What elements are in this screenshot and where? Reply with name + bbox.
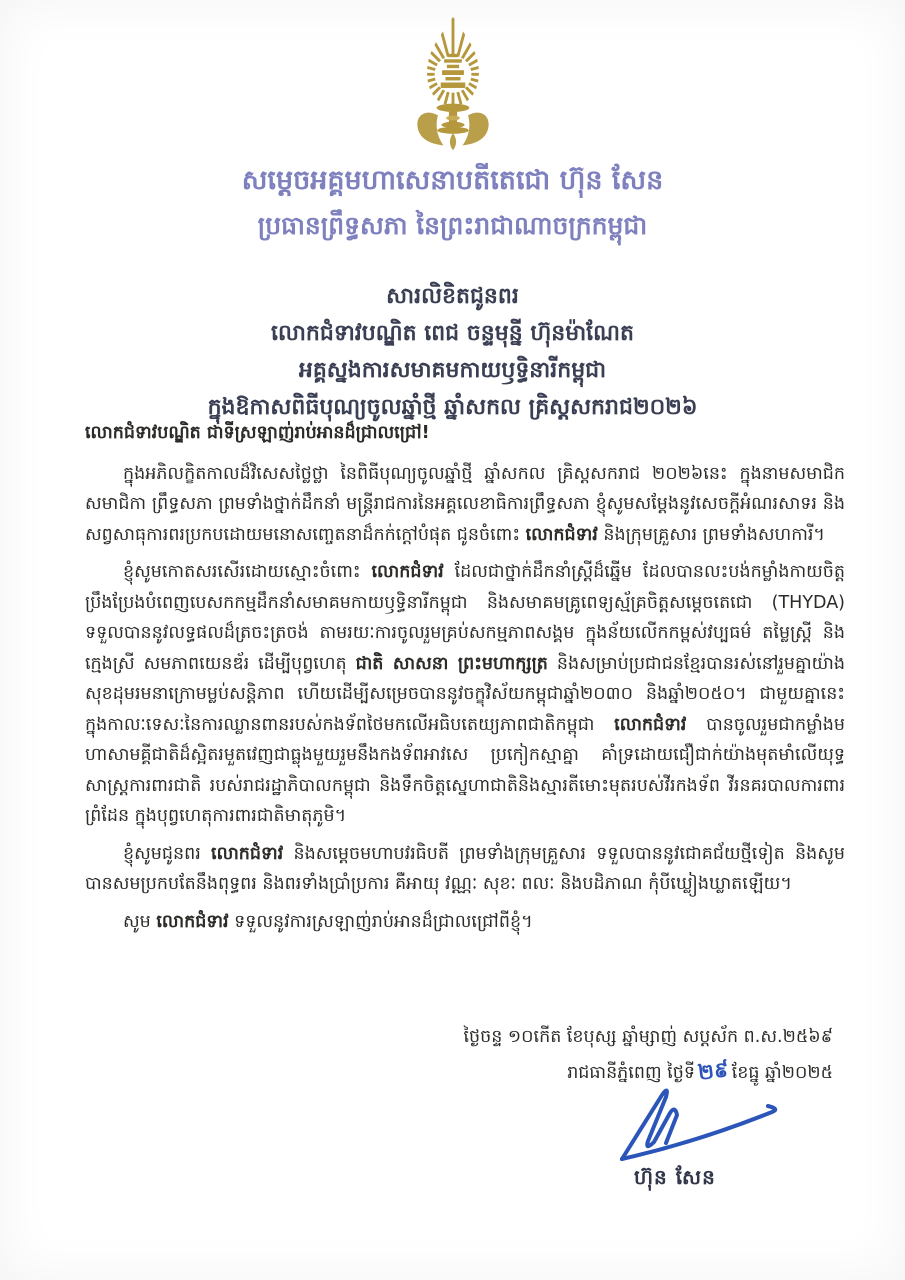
letter-title-line-2: លោកជំទាវបណ្ឌិត ពេជ ចន្ទមុន្នី ហ៊ុនម៉ាណែត: [271, 321, 634, 346]
royal-emblem: [412, 14, 494, 155]
paragraph-1: ក្នុងអភិលក្ខិតកាលដ៏វិសេសថ្លៃថ្លា នៃពិធីបុណ្យចូលឆ្នាំថ្មី ឆ្នាំសកល គ្រិស្តសករាជ ២០២៦នេះ ក្នុងនាមសមាជិក សមាជិកា ព្រឹទ្ធសភា ព្រមទាំងថ្នាក់ដឹកនាំ មន្ត្រីរាជការនៃអគ្គលេខាធិការព្រឹទ្ធសភា ខ្ញុំសូមសម្តែងនូវសេចក្តីអំណរសាទរ និងសព្វសាធុការពរប្រកបដោយមនោសញ្ចេតនាដ៏កក់ក្តៅបំផុត ជូនចំពោះ លោកជំទាវ និងក្រុមគ្រួសារ ព្រមទាំងសហការី។: [85, 463, 845, 545]
letter-title-line-1: សារលិខិតជូនពរ: [386, 284, 519, 309]
date-suffix: ខែធ្នូ ឆ្នាំ២០២៥: [731, 1063, 833, 1083]
date-prefix: រាជធានីភ្នំពេញ ថ្ងៃទី: [567, 1063, 695, 1083]
letter-body: [85, 418, 845, 944]
paragraph-3: ខ្ញុំសូមជូនពរ លោកជំទាវ និងសម្តេចមហាបវរធិបតី ព្រមទាំងក្រុមគ្រួសារ ទទួលបាននូវជោគជ័យថ្មីទៀត និងសូមបានសមប្រកបតែនឹងពុទ្ធពរ និងពរទាំងប្រាំប្រការ គឺអាយុ វណ្ណៈ សុខៈ ពលៈ និងបដិភាណ កុំបីឃ្លៀងឃ្លាតឡើយ។: [85, 843, 845, 894]
date-line-lunar: ថ្ងៃចន្ទ ១០កើត ខែបុស្ស ឆ្នាំម្សាញ់ សប្តស័ក ព.ស.២៥៦៩: [463, 1027, 833, 1047]
letter-title-block: [0, 278, 905, 426]
paragraph-2: ខ្ញុំសូមកោតសរសើរដោយស្មោះចំពោះ លោកជំទាវ ដែលជាថ្នាក់ដឹកនាំស្ត្រីដ៏ឆ្នើម ដែលបានលះបង់កម្លាំងកាយចិត្ត ប្រឹងប្រែងបំពេញបេសកកម្មដឹកនាំសមាគមកាយឫទ្ធិនារីកម្ពុជា និងសមាគមគ្រូពេទ្យស្ម័គ្រចិត្តសម្តេចតេជោ (THYDA) ទទួលបាននូវលទ្ធផលដ៏ត្រចះត្រចង់ តាមរយៈការចូលរួមគ្រប់សកម្មភាពសង្គម ក្នុងន័យលើកកម្ពស់វប្បធម៌ តម្លៃស្ត្រី និងក្មេងស្រី សមភាពយេនឌ័រ ដើម្បីបុព្វហេតុ ជាតិ សាសនា ព្រះមហាក្សត្រ និងសម្រាប់ប្រជាជនខ្មែរបានរស់នៅរួមគ្នាយ៉ាងសុខដុមរមនាក្រោមម្លប់សន្តិភាព ហើយដើម្បីសម្រេចបាននូវចក្ខុវិស័យកម្ពុជាឆ្នាំ២០៣០ និងឆ្នាំ២០៥០។ ជាមួយគ្នានេះ ក្នុងកាលៈទេសៈនៃការឈ្លានពានរបស់កងទ័ពថៃមកលើអធិបតេយ្យភាពជាតិកម្ពុជា លោកជំទាវ បានចូលរួមជាកម្លាំងមហាសាមគ្គីជាតិដ៏ស្អិតរមួតវេញជាធ្លុងមួយរួមនឹងកងទ័ពអាវសេ ប្រកៀកស្មាគ្នា គាំទ្រដោយជឿជាក់យ៉ាងមុតមាំលើយុទ្ធសាស្ត្រការពារជាតិ របស់រាជរដ្ឋាភិបាលកម្ពុជា និងទឹកចិត្តស្នេហាជាតិនិងស្មារតីមោះមុតរបស់វីរកងទ័ព វីរនគរបាលការពារព្រំដែន ក្នុងបុព្វហេតុការពារជាតិមាតុភូមិ។: [85, 562, 846, 826]
letterhead-subtitle: ប្រធានព្រឹទ្ធសភា នៃព្រះរាជាណាចក្រកម្ពុជា: [257, 211, 648, 240]
closing-line: សូម លោកជំទាវ ទទួលនូវការស្រឡាញ់រាប់អានដ៏ជ្រាលជ្រៅពីខ្ញុំ។: [123, 911, 533, 932]
salutation: លោកជំទាវបណ្ឌិត ជាទីស្រឡាញ់រាប់អានដ៏ជ្រាលជ្រៅ!: [85, 423, 430, 443]
signature-icon: [612, 1085, 792, 1163]
handwritten-day: ២៩: [696, 1057, 731, 1085]
signatory-name: ហ៊ុន សែន: [634, 1165, 716, 1189]
letterhead-title: សម្តេចអគ្គមហាសេនាបតីតេជោ ហ៊ុន សែន: [241, 165, 664, 196]
letter-title-line-4: ក្នុងឱកាសពិធីបុណ្យចូលឆ្នាំថ្មី ឆ្នាំសកល គ្រិស្តសករាជ២០២៦: [207, 395, 698, 420]
signature: [612, 1085, 792, 1167]
letterhead: [0, 158, 905, 248]
date-block: [463, 1020, 833, 1090]
royal-emblem-icon: [412, 14, 494, 151]
letter-title-line-3: អគ្គស្នងការសមាគមកាយឫទ្ធិនារីកម្ពុជា: [298, 358, 607, 383]
